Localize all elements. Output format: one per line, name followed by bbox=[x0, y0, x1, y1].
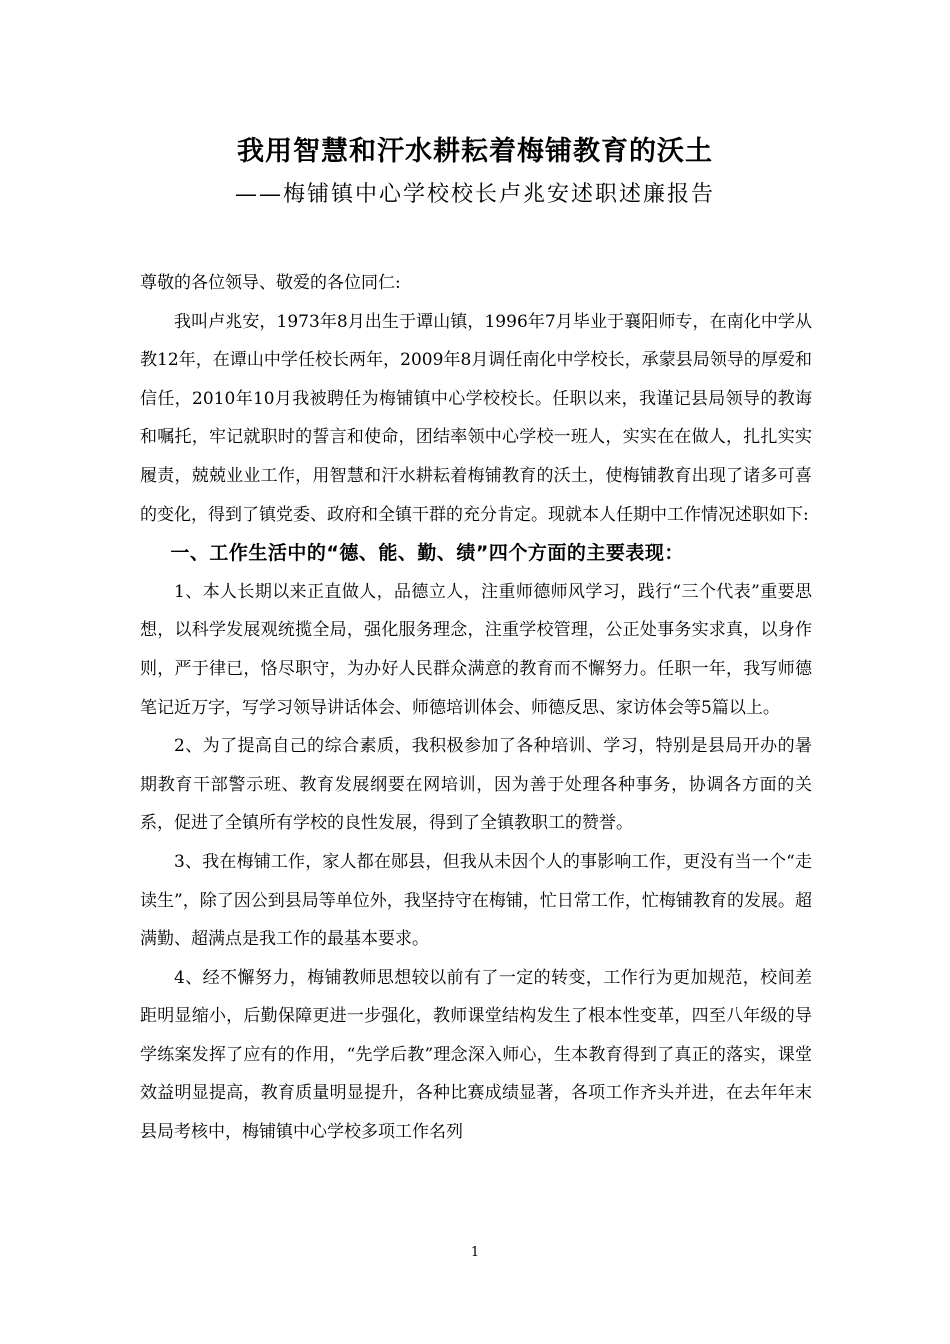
body-paragraph: 2、为了提高自己的综合素质，我积极参加了各种培训、学习，特别是县局开办的暑期教育干部警示班、教育发展纲要在网培训，因为善于处理各种事务，协调各方面的关系，促进了全镇所有学校的良性发展，得到了全镇教职工的赞誉。 bbox=[140, 736, 812, 834]
salutation: 尊敬的各位领导、敬爱的各位同仁: bbox=[140, 273, 401, 293]
document-subtitle: ——梅铺镇中心学校校长卢兆安述职述廉报告 bbox=[234, 182, 715, 207]
section-heading: 一、工作生活中的“德、能、勤、绩”四个方面的主要表现： bbox=[170, 542, 684, 565]
document-body bbox=[140, 264, 812, 1152]
body-paragraph: 4、经不懈努力，梅铺教师思想较以前有了一定的转变，工作行为更加规范，校间差距明显缩小，后勤保障更进一步强化，教师课堂结构发生了根本性变革，四至八年级的导学练案发挥了应有的作用，“先学后教”理念深入师心，生本教育得到了真正的落实，课堂效益明显提高，教育质量明显提升，各种比赛成绩显著，各项工作齐头并进，在去年年末县局考核中，梅铺镇中心学校多项工作名列 bbox=[140, 967, 812, 1143]
body-paragraph: 3、我在梅铺工作，家人都在郧县，但我从未因个人的事影响工作，更没有当一个“走读生”，除了因公到县局等单位外，我坚持守在梅铺，忙日常工作，忙梅铺教育的发展。超满勤、超满点是我工作的最基本要求。 bbox=[140, 851, 812, 950]
document-title: 我用智慧和汗水耕耘着梅铺教育的沃土 bbox=[237, 136, 713, 167]
body-paragraph: 1、本人长期以来正直做人，品德立人，注重师德师风学习，践行“三个代表”重要思想，以科学发展观统揽全局，强化服务理念，注重学校管理，公正处事务实求真，以身作则，严于律已，恪尽职守，为办好人民群众满意的教育而不懈努力。任职一年，我写师德笔记近万字，写学习领导讲话体会、师德培训体会、师德反思、家访体会等5篇以上。 bbox=[140, 581, 812, 718]
intro-paragraph: 我叫卢兆安，1973年8月出生于谭山镇，1996年7月毕业于襄阳师专，在南化中学从教12年，在谭山中学任校长两年，2009年8月调任南化中学校长，承蒙县局领导的厚爱和信任，2010年10月我被聘任为梅铺镇中心学校校长。任职以来，我谨记县局领导的教诲和嘱托，牢记就职时的誓言和使命，团结率领中心学校一班人，实实在在做人，扎扎实实履责，兢兢业业工作，用智慧和汗水耕耘着梅铺教育的沃土，使梅铺教育出现了诸多可喜的变化，得到了镇党委、政府和全镇干群的充分肯定。现就本人任期中工作情况述职如下: bbox=[140, 311, 812, 525]
page-number: 1 bbox=[470, 1245, 480, 1260]
